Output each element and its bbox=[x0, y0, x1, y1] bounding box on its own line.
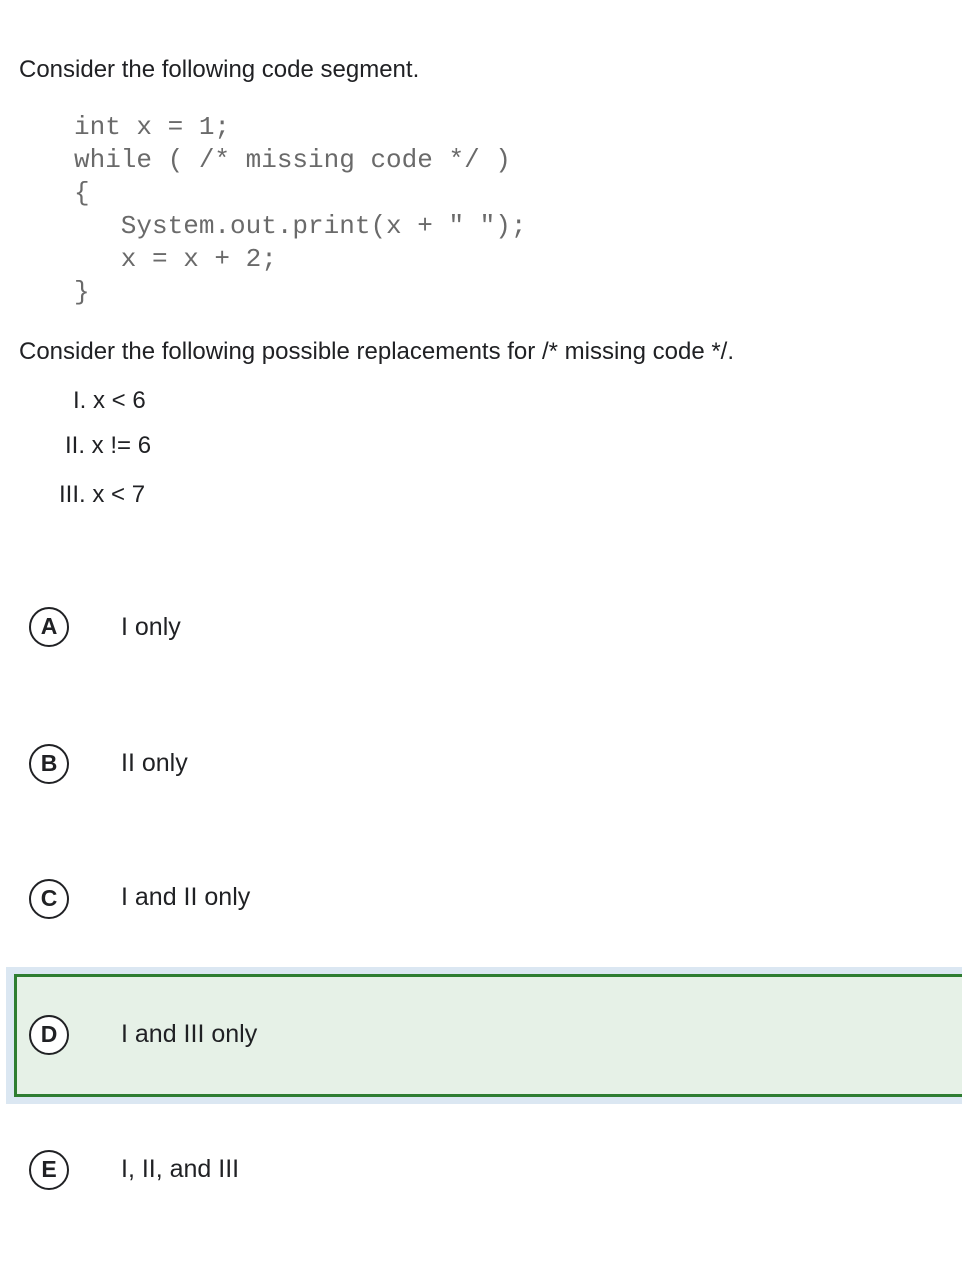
answer-choice-b[interactable] bbox=[0, 704, 962, 824]
replacement-option-1: I. x < 6 bbox=[73, 387, 146, 414]
answer-choice-e[interactable] bbox=[0, 1109, 962, 1229]
code-line: while ( /* missing code */ ) bbox=[74, 145, 511, 175]
code-line: int x = 1; bbox=[74, 112, 231, 142]
answer-choice-d-selected[interactable] bbox=[6, 967, 962, 1104]
choice-label: II only bbox=[121, 749, 188, 777]
choice-letter-b-icon: B bbox=[29, 744, 69, 784]
choice-letter-a-icon: A bbox=[29, 607, 69, 647]
code-line: System.out.print(x + " "); bbox=[74, 211, 527, 241]
replacement-option-2: II. x != 6 bbox=[65, 432, 152, 459]
choice-letter-c-icon: C bbox=[29, 879, 69, 919]
choice-letter-d-icon: D bbox=[29, 1015, 69, 1055]
choice-label: I and II only bbox=[121, 883, 251, 911]
choice-label: I and III only bbox=[121, 1020, 258, 1048]
code-line: x = x + 2; bbox=[74, 244, 277, 274]
question-intro: Consider the following code segment. bbox=[19, 56, 420, 83]
choice-label: I only bbox=[121, 613, 181, 641]
answer-choice-a[interactable] bbox=[0, 566, 962, 686]
choice-letter-e-icon: E bbox=[29, 1150, 69, 1190]
replacement-option-3: III. x < 7 bbox=[59, 481, 146, 508]
answer-choice-c[interactable] bbox=[0, 838, 962, 958]
choice-label: I, II, and III bbox=[121, 1155, 240, 1183]
code-segment bbox=[74, 111, 526, 309]
replacement-prompt: Consider the following possible replacements for /* missing code */. bbox=[19, 338, 735, 365]
code-line: } bbox=[74, 277, 90, 307]
code-line: { bbox=[74, 178, 90, 208]
